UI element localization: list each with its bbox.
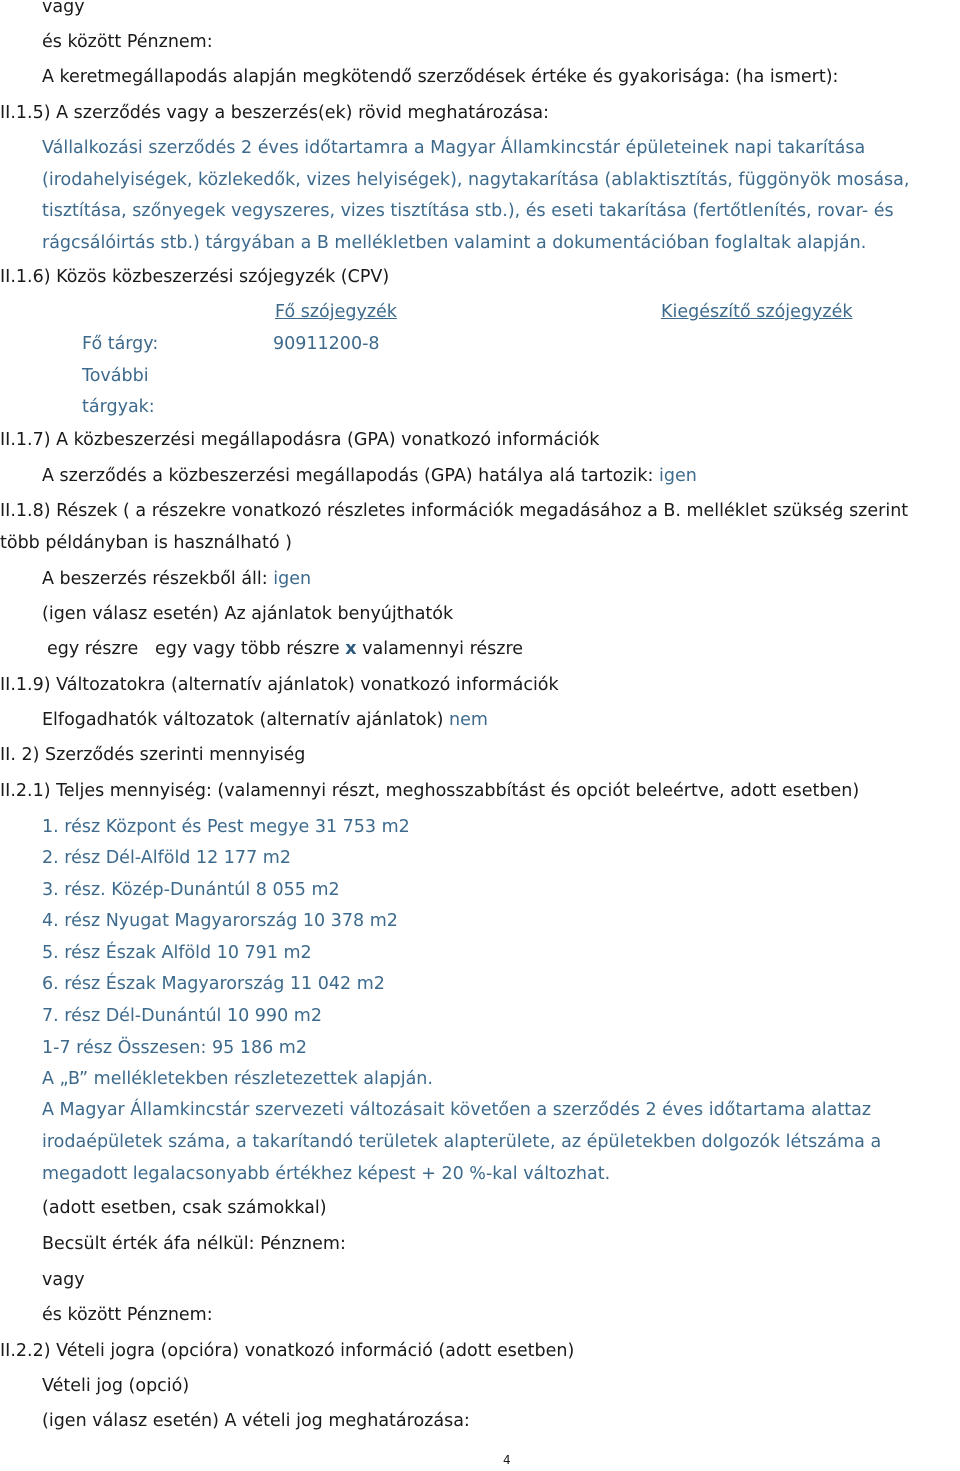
lot-quantity: 6. rész Észak Magyarország 11 042 m2 bbox=[42, 974, 385, 994]
additional-objects-label: További bbox=[82, 366, 149, 386]
gpa-answer: igen bbox=[658, 466, 697, 486]
variants-text: Elfogadhatók változatok (alternatív ajánlatok) bbox=[42, 710, 444, 730]
supplementary-vocabulary-header: Kiegészítő szójegyzék bbox=[661, 302, 853, 322]
lots-total: 1-7 rész Összesen: 95 186 m2 bbox=[42, 1038, 307, 1058]
tender-submission-label: (igen válasz esetén) Az ajánlatok benyújthatók bbox=[42, 604, 454, 624]
lots-answer: igen bbox=[273, 569, 312, 589]
lots-text: A beszerzés részekből áll: bbox=[42, 569, 268, 589]
description-line: tisztítása, szőnyegek vegyszeres, vizes tisztítása stb.), és eseti takarítása (fertőtlenítés, rovar- és bbox=[42, 201, 894, 221]
gpa-statement bbox=[42, 465, 697, 487]
page-number: 4 bbox=[503, 1453, 511, 1467]
quantity-note-line: irodaépületek száma, a takarítandó területek alapterülete, az épületekben dolgozók létszáma a bbox=[42, 1132, 882, 1152]
section-heading-ii-2-2: II.2.2) Vételi jogra (opcióra) vonatkozó információ (adott esetben) bbox=[0, 1341, 575, 1361]
section-heading-ii-2: II. 2) Szerződés szerinti mennyiség bbox=[0, 745, 306, 765]
description-line: rágcsálóirtás stb.) tárgyában a B mellékletben valamint a dokumentációban foglaltak alapján. bbox=[42, 233, 867, 253]
option-one-or-more-lots: egy vagy több részre bbox=[154, 639, 340, 659]
currency-range-label: és között Pénznem: bbox=[42, 1305, 213, 1325]
submission-options bbox=[47, 638, 523, 660]
description-line: (irodahelyiségek, közlekedők, vizes helyiségek), nagytakarítása (ablaktisztítás, függönyök mosása, bbox=[42, 170, 910, 190]
lot-quantity: 1. rész Központ és Pest megye 31 753 m2 bbox=[42, 817, 410, 837]
section-heading-ii-1-9: II.1.9) Változatokra (alternatív ajánlatok) vonatkozó információk bbox=[0, 675, 559, 695]
option-one-lot: egy részre bbox=[47, 639, 139, 659]
section-heading-ii-1-7: II.1.7) A közbeszerzési megállapodásra (GPA) vonatkozó információk bbox=[0, 430, 600, 450]
vagy-label: vagy bbox=[42, 1270, 85, 1290]
lot-quantity: 5. rész Észak Alföld 10 791 m2 bbox=[42, 943, 312, 963]
lot-quantity: 3. rész. Közép-Dunántúl 8 055 m2 bbox=[42, 880, 340, 900]
main-object-label: Fő tárgy: bbox=[82, 334, 159, 354]
lots-statement bbox=[42, 568, 311, 590]
numbers-only-label: (adott esetben, csak számokkal) bbox=[42, 1198, 327, 1218]
gpa-text: A szerződés a közbeszerzési megállapodás (GPA) hatálya alá tartozik: bbox=[42, 466, 654, 486]
annex-b-reference: A „B” mellékletekben részletezettek alapján. bbox=[42, 1069, 433, 1089]
description-line: Vállalkozási szerződés 2 éves időtartamra a Magyar Államkincstár épületeinek napi takarítása bbox=[42, 138, 866, 158]
section-heading-ii-1-5: II.1.5) A szerződés vagy a beszerzés(ek) rövid meghatározása: bbox=[0, 103, 549, 123]
lot-quantity: 2. rész Dél-Alföld 12 177 m2 bbox=[42, 848, 291, 868]
estimated-value-label: Becsült érték áfa nélkül: Pénznem: bbox=[42, 1234, 346, 1254]
additional-objects-label-cont: tárgyak: bbox=[82, 397, 155, 417]
quantity-note-line: megadott legalacsonyabb értékhez képest + 20 %-kal változhat. bbox=[42, 1164, 611, 1184]
lot-quantity: 4. rész Nyugat Magyarország 10 378 m2 bbox=[42, 911, 398, 931]
currency-range-label: és között Pénznem: bbox=[42, 32, 213, 52]
lot-quantity: 7. rész Dél-Dunántúl 10 990 m2 bbox=[42, 1006, 322, 1026]
option-right-definition-label: (igen válasz esetén) A vételi jog meghatározása: bbox=[42, 1411, 470, 1431]
framework-value-label: A keretmegállapodás alapján megkötendő szerződések értéke és gyakorisága: (ha ismert): bbox=[42, 67, 839, 87]
option-all-lots: valamennyi részre bbox=[362, 639, 524, 659]
option-right-label: Vételi jog (opció) bbox=[42, 1376, 190, 1396]
section-heading-ii-1-8-cont: több példányban is használható ) bbox=[0, 533, 292, 553]
main-vocabulary-header: Fő szójegyzék bbox=[275, 302, 397, 322]
variants-statement bbox=[42, 709, 488, 731]
section-heading-ii-2-1: II.2.1) Teljes mennyiség: (valamennyi részt, meghosszabbítást és opciót beleértve, adott esetben) bbox=[0, 781, 860, 801]
variants-answer: nem bbox=[448, 710, 488, 730]
quantity-note-line: A Magyar Államkincstár szervezeti változásait követően a szerződés 2 éves időtartama alattaz bbox=[42, 1100, 872, 1120]
section-heading-ii-1-8: II.1.8) Részek ( a részekre vonatkozó részletes információk megadásához a B. melléklet szükség szerint bbox=[0, 501, 909, 521]
section-heading-ii-1-6: II.1.6) Közös közbeszerzési szójegyzék (CPV) bbox=[0, 267, 390, 287]
vagy-label: vagy bbox=[42, 0, 85, 17]
selected-mark: x bbox=[345, 639, 357, 659]
cpv-code: 90911200-8 bbox=[273, 334, 380, 354]
